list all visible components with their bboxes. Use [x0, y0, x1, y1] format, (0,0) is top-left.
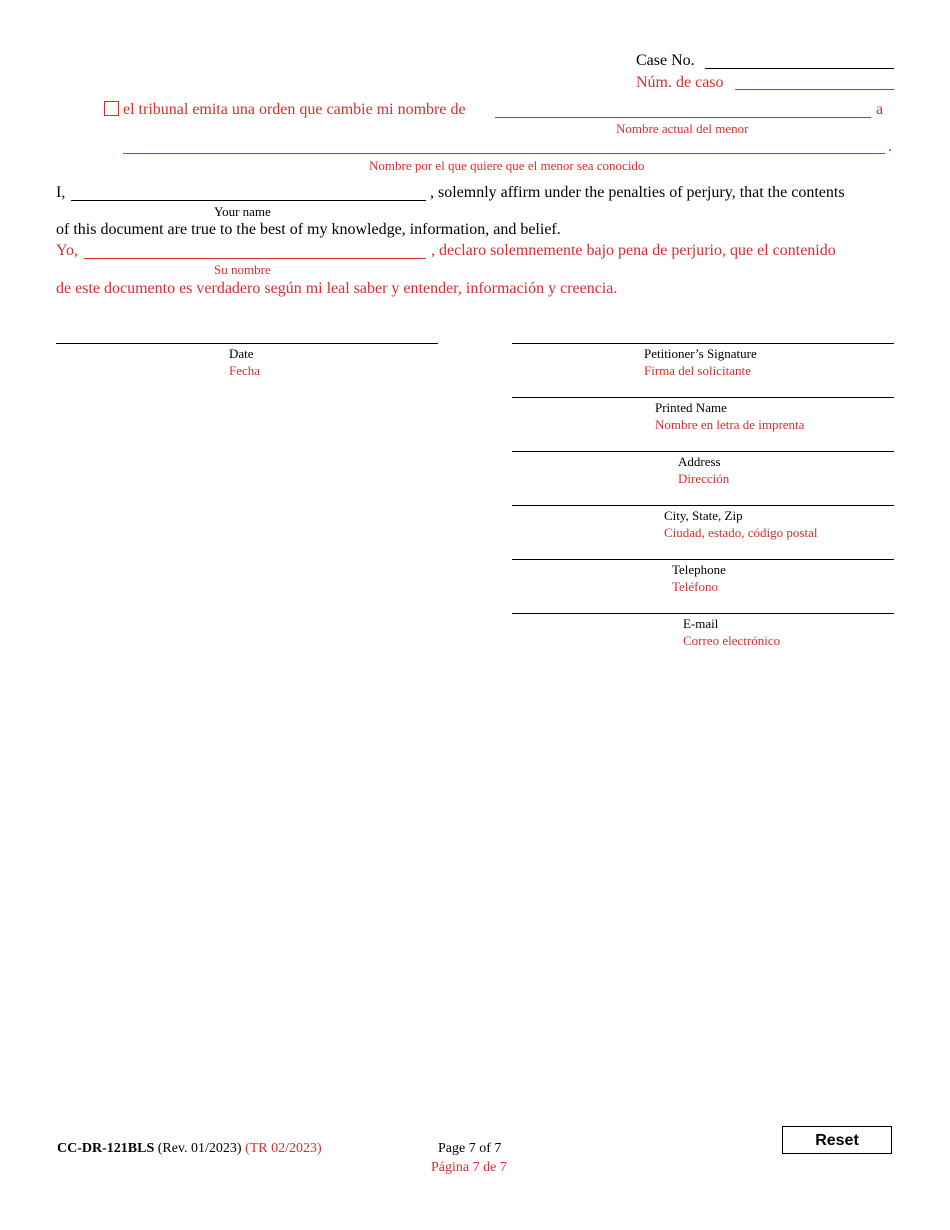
case-no-line-es — [735, 89, 894, 90]
desired-name-period: . — [888, 138, 892, 155]
footer-form-id — [57, 1141, 322, 1157]
form-revision: (Rev. 01/2023) — [157, 1141, 242, 1156]
your-name-input[interactable] — [71, 182, 426, 200]
su-nombre-line — [84, 258, 426, 259]
email-input[interactable] — [512, 595, 894, 613]
current-name-line — [495, 117, 871, 118]
telephone-label-es: Teléfono — [672, 579, 719, 594]
your-name-line — [71, 200, 426, 201]
city-label-es: Ciudad, estado, código postal — [664, 525, 818, 540]
telephone-line — [512, 559, 894, 560]
case-no-label: Case No. — [636, 52, 695, 69]
affirmation-line2-en: of this document are true to the best of my knowledge, information, and belief. — [56, 221, 561, 238]
form-translation-rev: (TR 02/2023) — [245, 1141, 322, 1156]
address-line — [512, 451, 894, 452]
affirmation-suffix-es: , declaro solemnemente bajo pena de perjurio, que el contenido — [431, 242, 836, 259]
page-number-es: Página 7 de 7 — [431, 1160, 507, 1175]
printed-name-line — [512, 397, 894, 398]
city-line — [512, 505, 894, 506]
address-label: Address — [678, 454, 721, 469]
current-name-caption: Nombre actual del menor — [616, 121, 749, 136]
email-line — [512, 613, 894, 614]
printed-name-input[interactable] — [512, 379, 894, 397]
affirmation-prefix-es: Yo, — [56, 242, 78, 259]
date-line — [56, 343, 438, 344]
name-change-checkbox[interactable] — [104, 101, 119, 116]
affirmation-line2-es: de este documento es verdadero según mi leal saber y entender, información y creencia. — [56, 280, 618, 297]
city-label: City, State, Zip — [664, 508, 743, 523]
city-state-zip-input[interactable] — [512, 487, 894, 505]
signature-label-es: Firma del solicitante — [644, 363, 751, 378]
current-name-input[interactable] — [495, 99, 871, 117]
signature-label: Petitioner’s Signature — [644, 346, 757, 361]
telephone-input[interactable] — [512, 541, 894, 559]
name-change-text: el tribunal emita una orden que cambie mi nombre de — [123, 101, 466, 118]
name-change-connector: a — [876, 101, 884, 118]
case-no-line — [705, 68, 894, 69]
affirmation-prefix-en: I, — [56, 184, 66, 201]
affirmation-suffix-en: , solemnly affirm under the penalties of perjury, that the contents — [430, 184, 845, 201]
su-nombre-input[interactable] — [84, 240, 426, 258]
email-label: E-mail — [683, 616, 719, 631]
desired-name-caption: Nombre por el que quiere que el menor sea conocido — [369, 158, 645, 173]
date-label-es: Fecha — [229, 363, 261, 378]
printed-name-label-es: Nombre en letra de imprenta — [655, 417, 805, 432]
reset-button[interactable]: Reset — [782, 1126, 892, 1154]
desired-name-line — [123, 153, 885, 154]
telephone-label: Telephone — [672, 562, 726, 577]
signature-line — [512, 343, 894, 344]
printed-name-label: Printed Name — [655, 400, 727, 415]
address-label-es: Dirección — [678, 471, 730, 486]
desired-name-input[interactable] — [123, 135, 885, 153]
date-label: Date — [229, 346, 254, 361]
case-no-label-es: Núm. de caso — [636, 74, 724, 91]
form-id: CC-DR-121BLS — [57, 1141, 155, 1156]
date-input[interactable] — [56, 325, 438, 343]
your-name-caption: Your name — [214, 204, 271, 219]
petitioner-signature-input[interactable] — [512, 325, 894, 343]
address-input[interactable] — [512, 433, 894, 451]
page-number: Page 7 of 7 — [438, 1141, 502, 1156]
email-label-es: Correo electrónico — [683, 633, 781, 648]
case-no-input[interactable] — [705, 50, 894, 68]
su-nombre-caption: Su nombre — [214, 262, 271, 277]
